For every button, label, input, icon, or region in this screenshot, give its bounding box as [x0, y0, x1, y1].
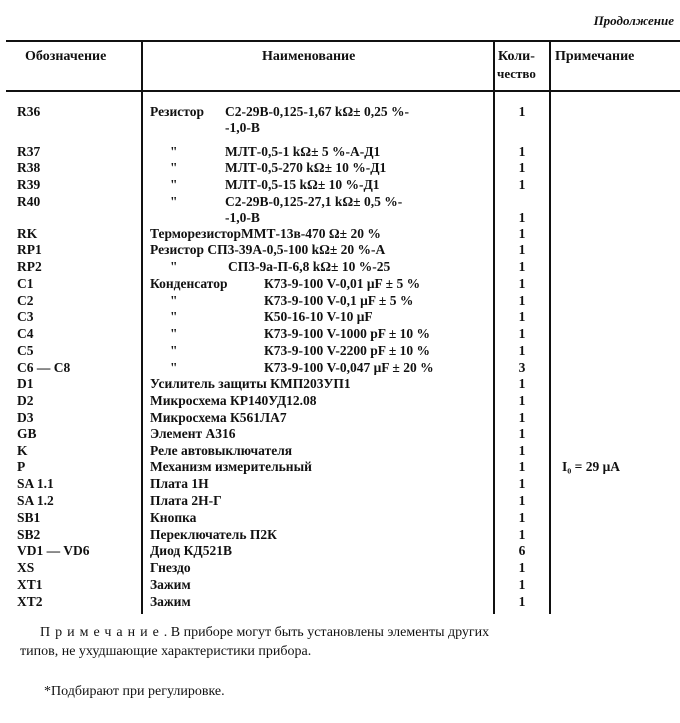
name-cell: МЛТ-0,5-1 kΩ± 5 %-А-Д1: [225, 144, 381, 159]
table-row: [0, 159, 680, 176]
designation-cell: SA 1.2: [17, 493, 54, 508]
designation-cell: P: [17, 459, 26, 474]
designation-cell: XT1: [17, 577, 43, 592]
designation-cell: C5: [17, 343, 34, 358]
name-cell: К73-9-100 V-2200 pF ± 10 %: [264, 343, 431, 358]
name-prefix: Резистор: [150, 104, 204, 119]
ditto-mark: ": [170, 293, 178, 308]
table-row: [0, 241, 680, 258]
designation-cell: VD1 — VD6: [17, 543, 90, 558]
footnote-line1: [40, 625, 489, 641]
table-row: [0, 392, 680, 409]
ditto-mark: ": [170, 144, 178, 159]
name-cell: Переключатель П2К: [150, 527, 277, 542]
name-cell: С2-29В-0,125-1,67 kΩ± 0,25 %-: [225, 104, 409, 119]
designation-cell: R37: [17, 144, 41, 159]
designation-cell: SB1: [17, 510, 41, 525]
name-cell: Зажим: [150, 594, 191, 609]
table-row: [0, 308, 680, 325]
designation-cell: D2: [17, 393, 34, 408]
name-cell: МЛТ-0,5-270 kΩ± 10 %-Д1: [225, 160, 387, 175]
header-note: Примечание: [555, 49, 635, 64]
table-row: [0, 258, 680, 275]
name-prefix: Конденсатор: [150, 276, 228, 291]
quantity-cell: 6: [518, 543, 526, 558]
table-row: [0, 193, 680, 210]
quantity-cell: 1: [518, 326, 526, 341]
designation-cell: SA 1.1: [17, 476, 54, 491]
table-row: [0, 458, 680, 475]
table-row: [0, 492, 680, 509]
designation-cell: RP1: [17, 242, 42, 257]
quantity-cell: 1: [518, 443, 526, 458]
quantity-cell: 3: [518, 360, 526, 375]
designation-cell: D1: [17, 376, 34, 391]
quantity-cell: 1: [518, 376, 526, 391]
name-cell: К73-9-100 V-0,1 μF ± 5 %: [264, 293, 414, 308]
quantity-cell: 1: [518, 560, 526, 575]
designation-cell: GB: [17, 426, 37, 441]
quantity-cell: 1: [518, 177, 526, 192]
quantity-cell: 1: [518, 309, 526, 324]
name-cell: Реле автовыключателя: [150, 443, 293, 458]
name-cell: -1,0-В: [225, 120, 260, 135]
name-cell: Микросхема К561ЛА7: [150, 410, 287, 425]
designation-cell: D3: [17, 410, 34, 425]
designation-cell: K: [17, 443, 28, 458]
footnote-text-1: . В приборе могут быть установлены элементы других: [163, 625, 490, 640]
name-cell: Кнопка: [150, 510, 197, 525]
name-cell: К73-9-100 V-0,047 μF ± 20 %: [264, 360, 434, 375]
designation-cell: SB2: [17, 527, 41, 542]
designation-cell: R39: [17, 177, 41, 192]
table-row: [0, 225, 680, 242]
asterisk-note: *Подбирают при регулировке.: [44, 684, 225, 699]
ditto-mark: ": [170, 160, 178, 175]
table-row: [0, 375, 680, 392]
table-row: [0, 176, 680, 193]
quantity-cell: 1: [518, 426, 526, 441]
quantity-cell: 1: [518, 493, 526, 508]
ditto-mark: ": [170, 194, 178, 209]
header-quantity-line2: чество: [497, 66, 536, 81]
continuation-label: Продолжение: [593, 13, 674, 28]
name-cell: Элемент А316: [150, 426, 236, 441]
name-cell: Микросхема КР140УД12.08: [150, 393, 317, 408]
name-cell: -1,0-В: [225, 210, 260, 225]
name-cell: К50-16-10 V-10 μF: [264, 309, 373, 324]
ditto-mark: ": [170, 343, 178, 358]
table-row: [0, 292, 680, 309]
table-row: [0, 275, 680, 292]
quantity-cell: 1: [518, 276, 526, 291]
designation-cell: RP2: [17, 259, 42, 274]
table-row: [0, 103, 680, 120]
ditto-mark: ": [170, 326, 178, 341]
ditto-mark: ": [170, 360, 178, 375]
quantity-cell: 1: [518, 144, 526, 159]
name-cell: Гнездо: [150, 560, 191, 575]
quantity-cell: 1: [518, 410, 526, 425]
name-cell: СП3-9а-П-6,8 kΩ± 10 %-25: [228, 259, 391, 274]
header-designation: Обозначение: [25, 49, 107, 64]
table-row: [0, 425, 680, 442]
table-row: [0, 209, 680, 226]
designation-cell: R38: [17, 160, 41, 175]
name-cell: С2-29В-0,125-27,1 kΩ± 0,5 %-: [225, 194, 403, 209]
table-row: [0, 325, 680, 342]
quantity-cell: 1: [518, 104, 526, 119]
header-name: Наименование: [262, 49, 356, 64]
name-cell: Диод КД521В: [150, 543, 232, 558]
table-row: [0, 119, 680, 136]
table-row: [0, 542, 680, 559]
table-row: [0, 359, 680, 376]
ditto-mark: ": [170, 309, 178, 324]
designation-cell: C1: [17, 276, 34, 291]
name-cell: Резистор СП3-39А-0,5-100 kΩ± 20 %-А: [150, 242, 386, 257]
quantity-cell: 1: [518, 393, 526, 408]
name-cell: Механизм измерительный: [150, 459, 312, 474]
header-bottom-border: [6, 90, 680, 92]
table-row: [0, 143, 680, 160]
quantity-cell: 1: [518, 577, 526, 592]
name-cell: МЛТ-0,5-15 kΩ± 10 %-Д1: [225, 177, 380, 192]
table-row: [0, 559, 680, 576]
quantity-cell: 1: [518, 160, 526, 175]
quantity-cell: 1: [518, 476, 526, 491]
table-row: [0, 526, 680, 543]
ditto-mark: ": [170, 259, 178, 274]
quantity-cell: 1: [518, 594, 526, 609]
quantity-cell: 1: [518, 293, 526, 308]
table-row: [0, 576, 680, 593]
table-row: [0, 409, 680, 426]
designation-cell: RK: [17, 226, 38, 241]
footnote-line2: типов, не ухудшающие характеристики прибора.: [20, 644, 312, 659]
quantity-cell: 1: [518, 510, 526, 525]
note-cell: I₀ = 29 μA: [562, 459, 621, 474]
table-row: [0, 509, 680, 526]
designation-cell: C6 — C8: [17, 360, 71, 375]
name-cell: Зажим: [150, 577, 191, 592]
designation-cell: C4: [17, 326, 34, 341]
name-cell: К73-9-100 V-0,01 μF ± 5 %: [264, 276, 421, 291]
table-row: [0, 475, 680, 492]
quantity-cell: 1: [518, 210, 526, 225]
designation-cell: R40: [17, 194, 41, 209]
quantity-cell: 1: [518, 527, 526, 542]
quantity-cell: 1: [518, 226, 526, 241]
designation-cell: R36: [17, 104, 41, 119]
name-cell: Усилитель защиты КМП203УП1: [150, 376, 351, 391]
name-cell: ТерморезисторММТ-13в-470 Ω± 20 %: [150, 226, 381, 241]
table-row: [0, 442, 680, 459]
quantity-cell: 1: [518, 259, 526, 274]
designation-cell: XT2: [17, 594, 43, 609]
designation-cell: XS: [17, 560, 35, 575]
designation-cell: C2: [17, 293, 34, 308]
quantity-cell: 1: [518, 242, 526, 257]
table-row: [0, 593, 680, 610]
designation-cell: C3: [17, 309, 34, 324]
quantity-cell: 1: [518, 459, 526, 474]
footnote-label: Примечание: [40, 625, 164, 640]
name-cell: К73-9-100 V-1000 pF ± 10 %: [264, 326, 431, 341]
name-cell: Плата 2Н-Г: [150, 493, 222, 508]
name-cell: Плата 1Н: [150, 476, 209, 491]
table-top-border: [6, 40, 680, 42]
table-row: [0, 342, 680, 359]
header-quantity-line1: Коли-: [498, 49, 535, 64]
ditto-mark: ": [170, 177, 178, 192]
quantity-cell: 1: [518, 343, 526, 358]
